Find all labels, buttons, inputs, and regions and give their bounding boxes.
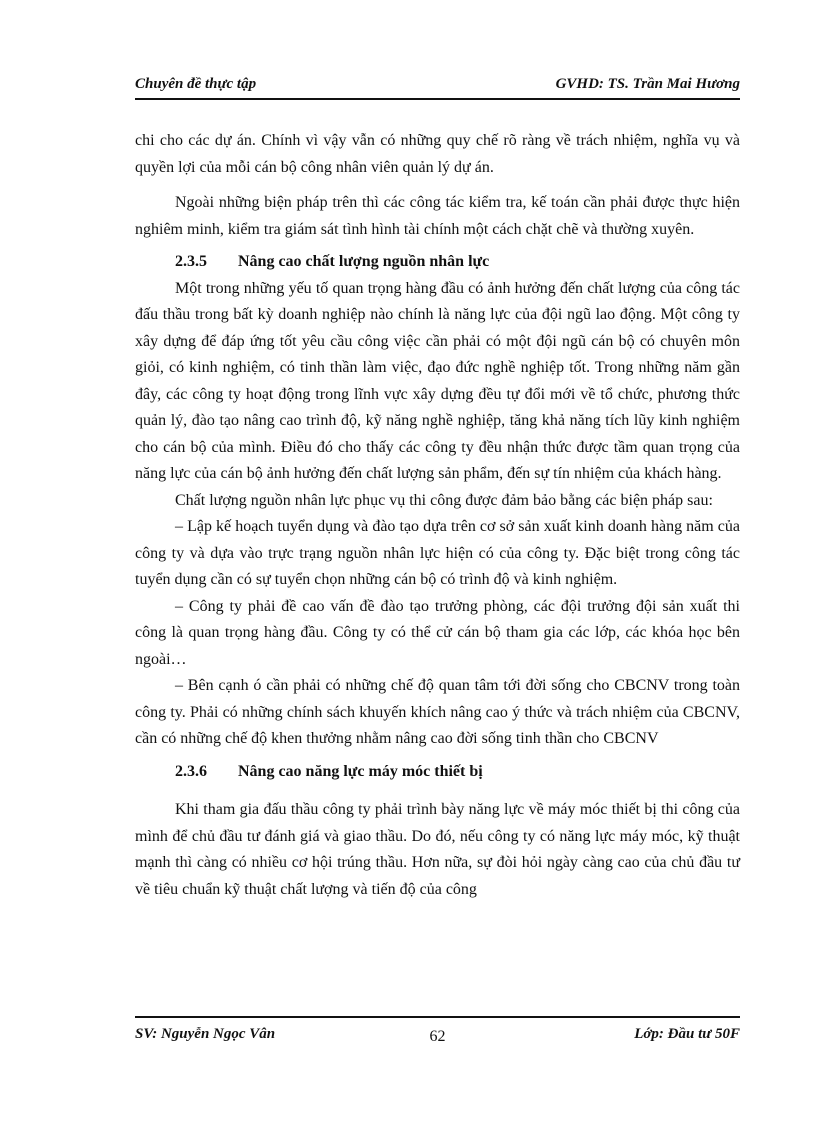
bullet-welfare: – Bên cạnh ó cần phải có những chế độ quan tâm tới đời sống cho CBCNV trong toàn công ty. Phải có những chính sách khuyến khích nâng cao ý thức và trách nhiệm của CBCNV, cần có những chế độ khen thưởng nhằm nâng cao đời sống tinh thần cho CBCNV [135,677,740,747]
footer-class: Lớp: Đầu tư 50F [634,1026,740,1042]
section-title: Nâng cao chất lượng nguồn nhân lực [238,253,490,270]
section-heading-2-3-6 [135,759,740,786]
footer-student: SV: Nguyễn Ngọc Vân [135,1026,276,1042]
page-footer [135,1016,740,1058]
section-title: Nâng cao năng lực máy móc thiết bị [238,762,483,780]
section-number: 2.3.6 [175,762,207,780]
paragraph-equipment: Khi tham gia đấu thầu công ty phải trình bày năng lực về máy móc thiết bị thi công của mình để chủ đầu tư đánh giá và giao thầu. Do đó, nếu công ty có năng lực máy móc, kỹ thuật mạnh thì càng có nhiều cơ hội trúng thầu. Hơn nữa, sự đòi hỏi ngày càng cao của chủ đầu tư về tiêu chuẩn kỹ thuật chất lượng và tiến độ của công [135,801,740,898]
paragraph-measures-intro: Chất lượng nguồn nhân lực phục vụ thi công được đảm bảo bằng các biện pháp sau: [175,491,713,509]
bullet-training: – Công ty phải đề cao vấn đề đào tạo trưởng phòng, các đội trưởng đội sản xuất thi công là quan trọng hàng đầu. Công ty có thể cử cán bộ tham gia các lớp, các khóa học bên ngoài… [135,597,740,668]
page-number: 62 [429,1028,446,1045]
header-topic: Chuyên đề thực tập [135,76,257,92]
header-supervisor: GVHD: TS. Trần Mai Hương [555,76,740,92]
paragraph-audit: Ngoài những biện pháp trên thì các công tác kiểm tra, kế toán cần phải được thực hiện nghiêm minh, kiểm tra giám sát tình hình tài chính một cách chặt chẽ và thường xuyên. [135,194,740,238]
section-number: 2.3.5 [175,253,207,270]
paragraph-continuation: chi cho các dự án. Chính vì vậy vẫn có những quy chế rõ ràng về trách nhiệm, nghĩa vụ và quyền lợi của mỗi cán bộ công nhân viên quản lý dự án. [135,132,740,176]
page-header [135,74,740,100]
paragraph-human-resources: Một trong những yếu tố quan trọng hàng đầu có ảnh hưởng đến chất lượng của công tác đấu thầu trong bất kỳ doanh nghiệp nào chính là năng lực của đội ngũ lao động. Một công ty xây dựng để đáp ứng tốt yêu cầu công việc cần phải có một đội ngũ cán bộ có chuyên môn giỏi, có kinh nghiệm, có tinh thần làm việc, đạo đức nghề nghiệp tốt. Trong những năm gần đây, các công ty hoạt động trong lĩnh vực xây dựng đều tự đổi mới về tổ chức, phương thức quản lý, đào tạo nâng cao trình độ, kỹ năng nghề nghiệp, tăng khả năng tích lũy kinh nghiệm cho cán bộ của mình. Điều đó cho thấy các công ty đều nhận thức được tầm quan trọng của năng lực của cán bộ ảnh hưởng đến chất lượng sản phẩm, đến sự tín nhiệm của khách hàng. [135,279,740,482]
page-body [135,128,740,903]
section-heading-2-3-5 [135,249,740,276]
bullet-recruitment: – Lập kế hoạch tuyển dụng và đào tạo dựa trên cơ sở sản xuất kinh doanh hàng năm của công ty và dựa vào trực trạng nguồn nhân lực hiện có của công ty. Đặc biệt trong công tác tuyển dụng cần có sự tuyển chọn những cán bộ có trình độ và kinh nghiệm. [135,518,740,588]
